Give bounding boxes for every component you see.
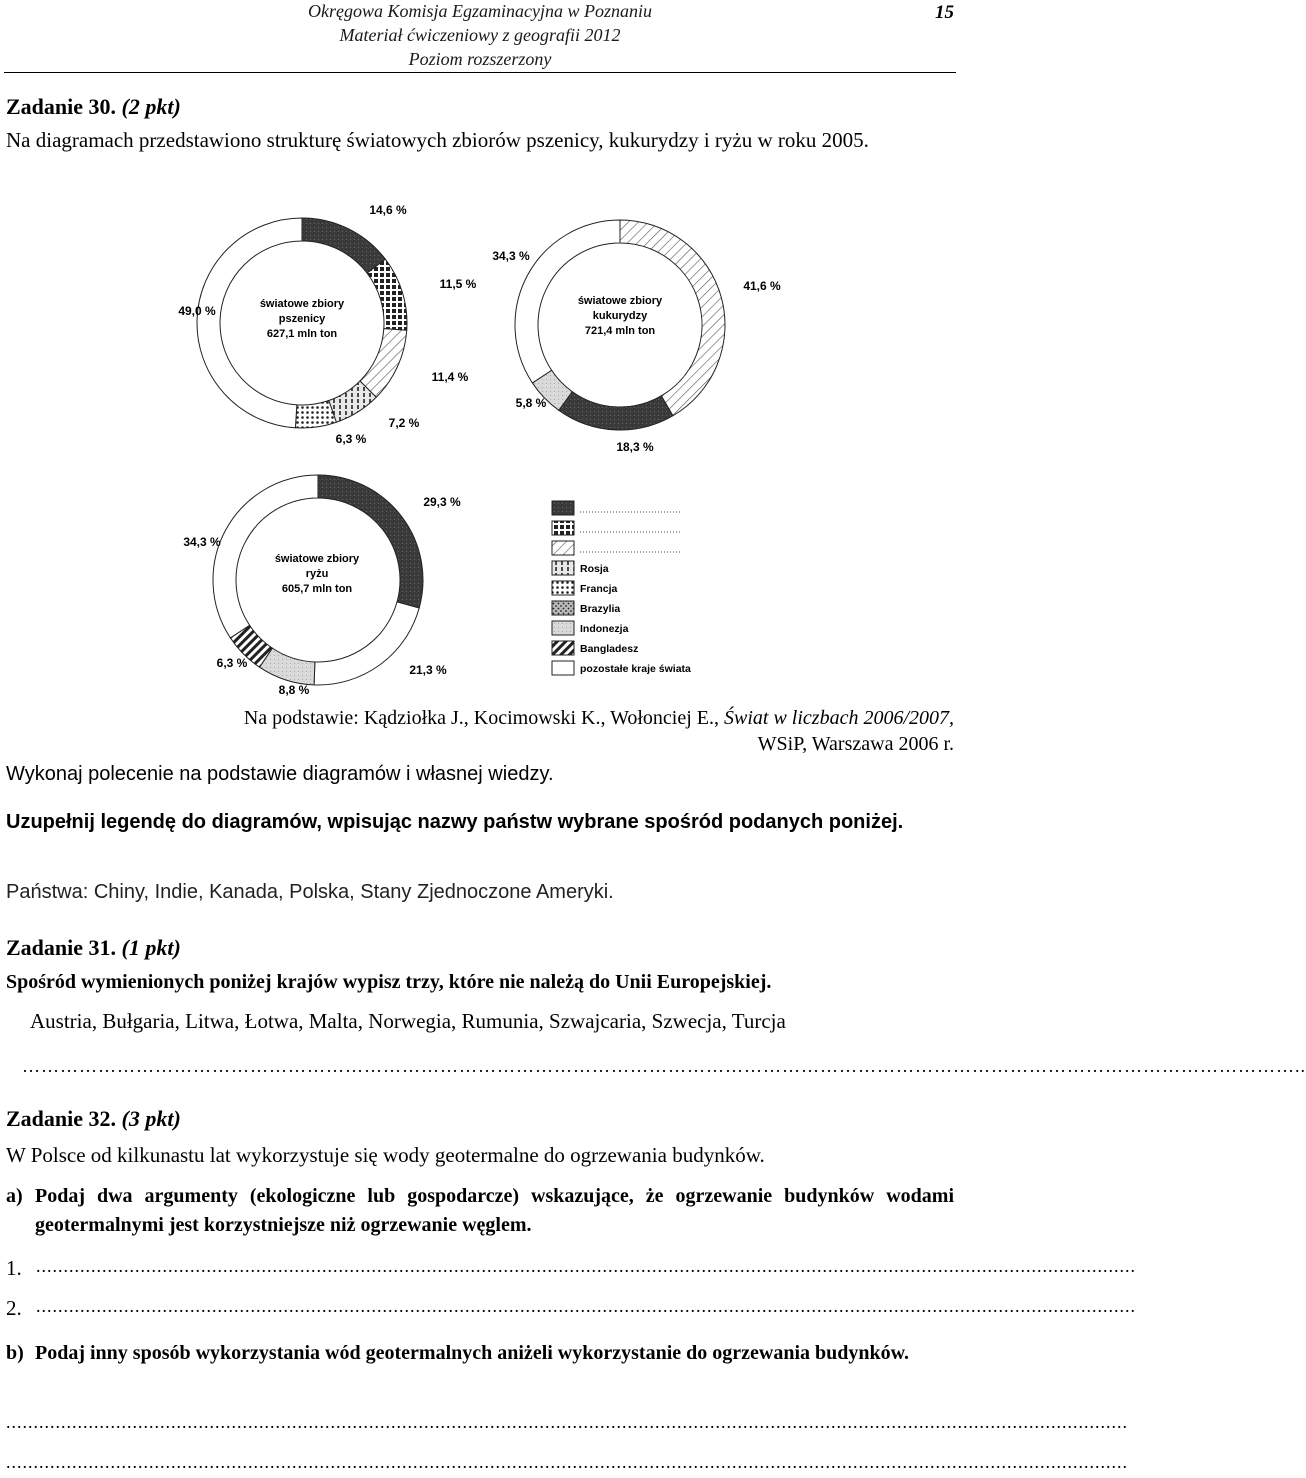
donut-slice — [302, 218, 385, 273]
task31-heading — [6, 935, 181, 961]
legend-label: Indonezja — [580, 623, 629, 635]
legend-swatch — [552, 521, 574, 535]
task31-command: Spośród wymienionych poniżej krajów wypisz trzy, które nie należą do Unii Europejskiej. — [6, 971, 772, 993]
legend-swatch — [552, 641, 574, 655]
corn-label-1: 41,6 % — [743, 279, 781, 293]
legend-swatch — [552, 541, 574, 555]
header-divider — [4, 72, 956, 73]
corn-center-3: 721,4 mln ton — [584, 325, 656, 337]
corn-center-1: światowe zbiory — [577, 295, 663, 307]
task32-b-marker: b) — [6, 1342, 24, 1364]
wheat-label-5: 6,3 % — [335, 432, 367, 446]
task32-a-marker: a) — [6, 1185, 23, 1207]
task32-answer-1-line[interactable]: ........................................................................................................................................................................................................ — [36, 1256, 1136, 1276]
task32-a-text: Podaj dwa argumenty (ekologiczne lub gospodarcze) wskazujące, że ogrzewanie budynków wodami geotermalnymi jest korzystniejsze niż ogrzewanie węglem. — [35, 1185, 954, 1236]
wheat-label-4: 7,2 % — [388, 416, 420, 430]
task30-countries: Państwa: Chiny, Indie, Kanada, Polska, Stany Zjednoczone Ameryki. — [6, 881, 614, 903]
source-line-1 — [210, 704, 954, 732]
corn-label-3: 5,8 % — [515, 396, 547, 410]
donut-slice — [360, 329, 407, 398]
header-line-3: Poziom rozszerzony — [408, 49, 552, 69]
corn-label-4: 34,3 % — [492, 249, 530, 263]
legend-label: pozostałe kraje świata — [580, 663, 691, 675]
wheat-center-3: 627,1 mln ton — [266, 328, 338, 340]
wheat-center-2: pszenicy — [278, 313, 326, 325]
wheat-label-1: 14,6 % — [369, 203, 407, 217]
rice-center-3: 605,7 mln ton — [281, 583, 353, 595]
rice-label-3: 8,8 % — [278, 683, 310, 697]
task30-heading — [6, 94, 181, 120]
rice-label-5: 34,3 % — [183, 535, 221, 549]
wheat-label-6: 49,0 % — [178, 304, 216, 318]
legend-swatch — [552, 661, 574, 675]
donut-slice — [314, 602, 419, 685]
task32-b-answer-line-1[interactable]: ............................................................................................................................................................................................................ — [6, 1412, 1128, 1432]
header-line-1: Okręgowa Komisja Egzaminacyjna w Poznaniu — [308, 1, 652, 21]
legend-label: Francja — [580, 583, 618, 595]
legend-swatch — [552, 561, 574, 575]
task32-answer-2-line[interactable]: ........................................................................................................................................................................................................ — [36, 1296, 1136, 1316]
task32-answer-2-marker: 2. — [6, 1296, 22, 1320]
donut-slice — [367, 259, 407, 330]
task31-points: (1 pkt) — [121, 935, 181, 960]
donut-slice — [295, 400, 336, 428]
rice-center-2: ryżu — [305, 568, 329, 580]
harvest-charts — [170, 195, 790, 700]
rice-label-4: 6,3 % — [216, 656, 248, 670]
legend-label: Rosja — [580, 563, 609, 575]
task30-intro: Na diagramach przedstawiono strukturę światowych zbiorów pszenicy, kukurydzy i ryżu w roku 2005. — [6, 128, 869, 152]
legend-swatch — [552, 501, 574, 515]
corn-label-2: 18,3 % — [616, 440, 654, 454]
task31-title: Zadanie 31. — [6, 935, 117, 960]
wheat-label-3: 11,4 % — [431, 370, 469, 384]
rice-center-1: światowe zbiory — [274, 553, 360, 565]
donut-slice — [559, 392, 673, 430]
wheat-label-2: 11,5 % — [439, 277, 477, 291]
task30-title: Zadanie 30. — [6, 94, 117, 119]
task32-b-answer-line-2[interactable]: ............................................................................................................................................................................................................ — [6, 1452, 1128, 1472]
task32-answer-1-marker: 1. — [6, 1256, 22, 1280]
legend-label: Brazylia — [580, 603, 621, 615]
page-number: 15 — [935, 2, 954, 23]
chart-legend — [552, 501, 691, 675]
wheat-center-1: światowe zbiory — [259, 298, 345, 310]
task32-b-text: Podaj inny sposób wykorzystania wód geotermalnych aniżeli wykorzystanie do ogrzewania budynków. — [35, 1342, 909, 1364]
rice-label-1: 29,3 % — [423, 495, 461, 509]
legend-swatch — [552, 621, 574, 635]
task30-points: (2 pkt) — [121, 94, 181, 119]
legend-swatch — [552, 581, 574, 595]
legend-label: Bangladesz — [580, 643, 639, 655]
task31-answer-line[interactable]: ………………………………………………………………………………………………………………………………………………………………………………….. — [22, 1056, 1306, 1076]
header-line-2: Materiał ćwiczeniowy z geografii 2012 — [339, 25, 621, 45]
task32-title: Zadanie 32. — [6, 1106, 117, 1131]
legend-swatch — [552, 601, 574, 615]
source-line-2: WSiP, Warszawa 2006 r. — [757, 733, 954, 755]
task32-intro: W Polsce od kilkunastu lat wykorzystuje się wody geotermalne do ogrzewania budynków. — [6, 1143, 765, 1167]
corn-center-2: kukurydzy — [592, 310, 648, 322]
task31-countries: Austria, Bułgaria, Litwa, Łotwa, Malta, Norwegia, Rumunia, Szwajcaria, Szwecja, Turcja — [30, 1009, 786, 1033]
rice-label-2: 21,3 % — [409, 663, 447, 677]
task32-points: (3 pkt) — [121, 1106, 181, 1131]
task32-heading — [6, 1106, 181, 1132]
source-title: Świat w liczbach 2006/2007, — [724, 707, 954, 729]
task30-command: Uzupełnij legendę do diagramów, wpisując nazwy państw wybrane spośród podanych poniżej. — [6, 811, 904, 833]
task30-instruction: Wykonaj polecenie na podstawie diagramów i własnej wiedzy. — [6, 763, 554, 785]
source-authors: Na podstawie: Kądziołka J., Kocimowski K., Wołonciej E., — [243, 707, 724, 729]
